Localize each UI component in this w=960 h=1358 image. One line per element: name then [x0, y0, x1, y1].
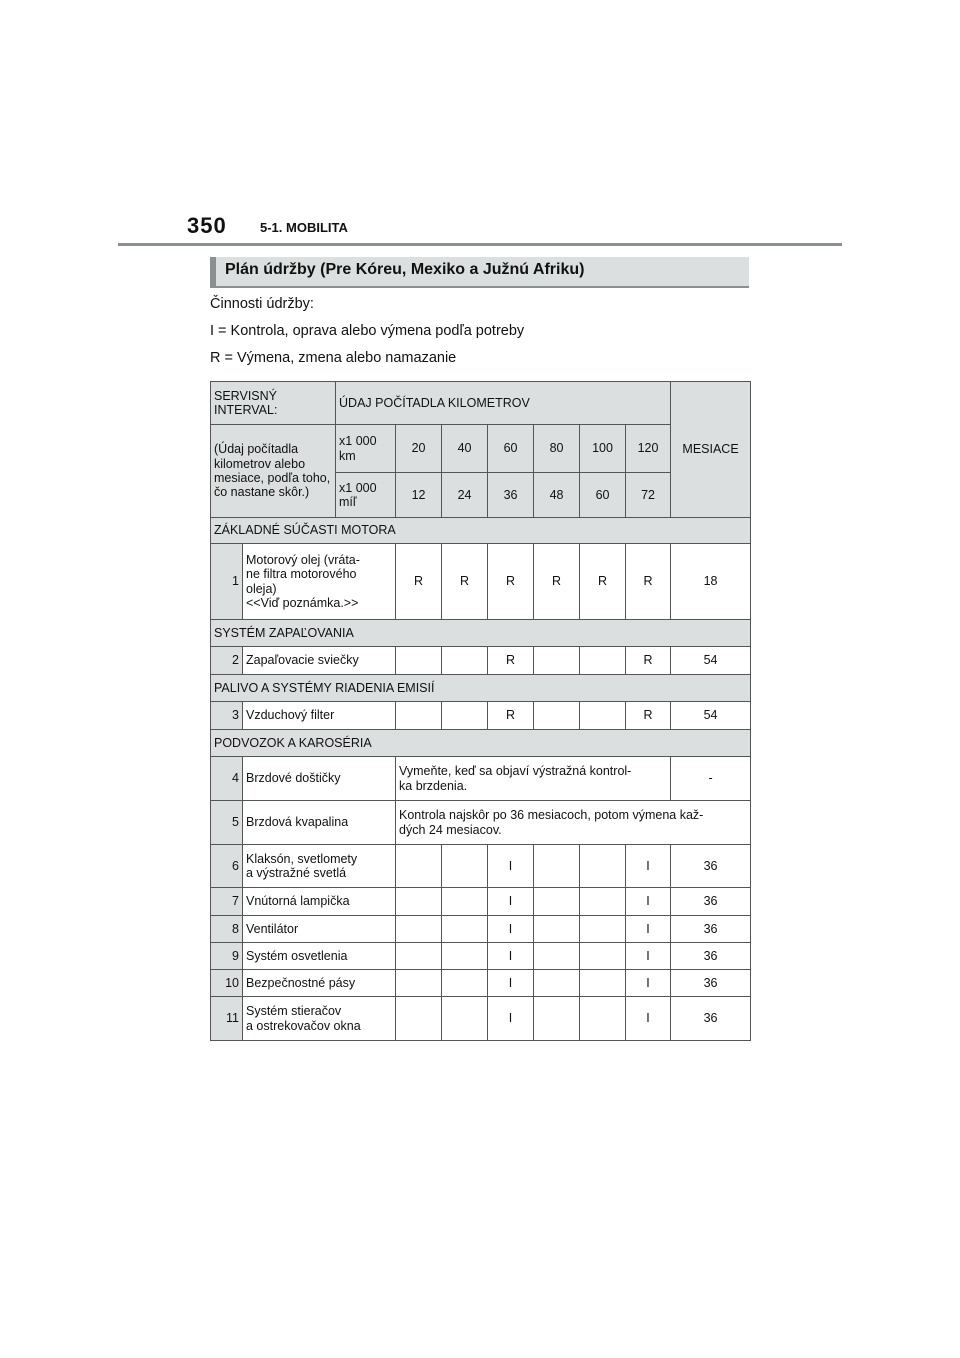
mi-value: 12	[396, 473, 442, 518]
row-months: -	[671, 757, 751, 801]
table-row	[211, 544, 751, 620]
row-cell: R	[396, 544, 442, 620]
row-cell	[442, 647, 488, 675]
row-months: 36	[671, 888, 751, 916]
page-number: 350	[187, 213, 227, 238]
row-months: 36	[671, 997, 751, 1041]
km-value: 80	[534, 425, 580, 473]
row-cell	[396, 916, 442, 943]
intro-heading: Činnosti údržby:	[210, 296, 314, 312]
table-row	[211, 997, 751, 1041]
row-months: 36	[671, 970, 751, 997]
mi-value: 48	[534, 473, 580, 518]
row-number: 1	[211, 544, 243, 620]
km-value: 120	[626, 425, 671, 473]
row-cell: I	[626, 943, 671, 970]
row-item: Motorový olej (vráta- ne filtra motorového oleja) <<Viď poznámka.>>	[243, 544, 396, 620]
legend-replace: R = Výmena, zmena alebo namazanie	[210, 350, 457, 366]
row-cell	[442, 702, 488, 730]
row-cell: R	[488, 702, 534, 730]
row-item: Brzdové doštičky	[243, 757, 396, 801]
row-number: 9	[211, 943, 243, 970]
row-item: Vnútorná lampička	[243, 888, 396, 916]
row-cell	[442, 916, 488, 943]
service-interval-label: SERVISNÝ INTERVAL:	[211, 382, 336, 425]
row-note: Kontrola najskôr po 36 mesiacoch, potom výmena kaž- dých 24 mesiacov.	[396, 801, 751, 845]
row-cell: R	[626, 647, 671, 675]
section-label: 5-1. MOBILITA	[260, 220, 348, 235]
row-cell: I	[488, 916, 534, 943]
row-cell	[580, 943, 626, 970]
row-item: Systém osvetlenia	[243, 943, 396, 970]
row-cell: R	[626, 544, 671, 620]
row-item: Brzdová kvapalina	[243, 801, 396, 845]
mi-value: 24	[442, 473, 488, 518]
row-cell: I	[488, 970, 534, 997]
row-cell: I	[488, 943, 534, 970]
table-row	[211, 702, 751, 730]
km-value: 20	[396, 425, 442, 473]
row-months: 54	[671, 647, 751, 675]
interval-note: (Údaj počítadla kilometrov alebo mesiace, podľa toho, čo nastane skôr.)	[211, 425, 336, 518]
row-cell	[534, 888, 580, 916]
table-row	[211, 757, 751, 801]
row-cell	[580, 845, 626, 888]
row-cell	[580, 647, 626, 675]
row-cell: I	[626, 997, 671, 1041]
km-value: 60	[488, 425, 534, 473]
section-header-ignition: SYSTÉM ZAPAĽOVANIA	[211, 620, 751, 647]
table-row	[211, 943, 751, 970]
row-cell: R	[442, 544, 488, 620]
row-cell: I	[488, 888, 534, 916]
row-cell	[580, 702, 626, 730]
row-item: Klaksón, svetlomety a výstražné svetlá	[243, 845, 396, 888]
section-header-chassis: PODVOZOK A KAROSÉRIA	[211, 730, 751, 757]
row-number: 10	[211, 970, 243, 997]
row-cell	[396, 888, 442, 916]
row-number: 6	[211, 845, 243, 888]
row-cell	[396, 943, 442, 970]
row-cell	[396, 970, 442, 997]
row-item: Zapaľovacie sviečky	[243, 647, 396, 675]
row-cell	[442, 845, 488, 888]
row-cell	[534, 647, 580, 675]
row-cell	[442, 970, 488, 997]
row-cell	[396, 647, 442, 675]
row-note: Vymeňte, keď sa objaví výstražná kontrol- ka brzdenia.	[396, 757, 671, 801]
odometer-header: ÚDAJ POČÍTADLA KILOMETROV	[336, 382, 671, 425]
mi-unit: x1 000 míľ	[336, 473, 396, 518]
row-cell: I	[626, 916, 671, 943]
row-months: 36	[671, 943, 751, 970]
months-header: MESIACE	[671, 382, 751, 518]
km-value: 100	[580, 425, 626, 473]
mi-value: 60	[580, 473, 626, 518]
row-cell	[534, 702, 580, 730]
row-item: Bezpečnostné pásy	[243, 970, 396, 997]
row-cell	[396, 997, 442, 1041]
row-cell	[442, 997, 488, 1041]
row-cell: R	[626, 702, 671, 730]
row-cell	[534, 997, 580, 1041]
row-cell	[534, 970, 580, 997]
row-item: Systém stieračov a ostrekovačov okna	[243, 997, 396, 1041]
section-header-fuel: PALIVO A SYSTÉMY RIADENIA EMISIÍ	[211, 675, 751, 702]
row-months: 18	[671, 544, 751, 620]
row-cell	[396, 702, 442, 730]
row-cell	[580, 888, 626, 916]
row-number: 4	[211, 757, 243, 801]
row-cell: R	[488, 544, 534, 620]
maintenance-table	[210, 381, 751, 1041]
header-divider	[118, 243, 842, 246]
row-cell	[534, 845, 580, 888]
row-number: 8	[211, 916, 243, 943]
table-row	[211, 845, 751, 888]
row-number: 11	[211, 997, 243, 1041]
row-cell	[580, 916, 626, 943]
table-row	[211, 916, 751, 943]
row-cell	[442, 888, 488, 916]
row-cell: R	[488, 647, 534, 675]
row-number: 7	[211, 888, 243, 916]
table-row	[211, 888, 751, 916]
row-cell	[580, 997, 626, 1041]
row-cell: I	[488, 997, 534, 1041]
row-months: 54	[671, 702, 751, 730]
mi-value: 36	[488, 473, 534, 518]
row-months: 36	[671, 845, 751, 888]
row-number: 2	[211, 647, 243, 675]
row-cell	[396, 845, 442, 888]
row-cell: R	[580, 544, 626, 620]
row-cell	[442, 943, 488, 970]
title-box	[210, 257, 749, 288]
km-unit: x1 000 km	[336, 425, 396, 473]
row-number: 5	[211, 801, 243, 845]
table-row	[211, 647, 751, 675]
km-value: 40	[442, 425, 488, 473]
row-item: Vzduchový filter	[243, 702, 396, 730]
row-number: 3	[211, 702, 243, 730]
row-cell	[580, 970, 626, 997]
row-cell: I	[626, 845, 671, 888]
row-item: Ventilátor	[243, 916, 396, 943]
section-header-engine: ZÁKLADNÉ SÚČASTI MOTORA	[211, 518, 751, 544]
row-cell: R	[534, 544, 580, 620]
row-months: 36	[671, 916, 751, 943]
row-cell	[534, 943, 580, 970]
row-cell	[534, 916, 580, 943]
table-row	[211, 801, 751, 845]
title-accent-bar	[210, 257, 216, 286]
table-row	[211, 970, 751, 997]
row-cell: I	[626, 970, 671, 997]
row-cell: I	[488, 845, 534, 888]
mi-value: 72	[626, 473, 671, 518]
legend-inspect: I = Kontrola, oprava alebo výmena podľa potreby	[210, 323, 525, 339]
page-title: Plán údržby (Pre Kóreu, Mexiko a Južnú Afriku)	[225, 261, 585, 278]
row-cell: I	[626, 888, 671, 916]
